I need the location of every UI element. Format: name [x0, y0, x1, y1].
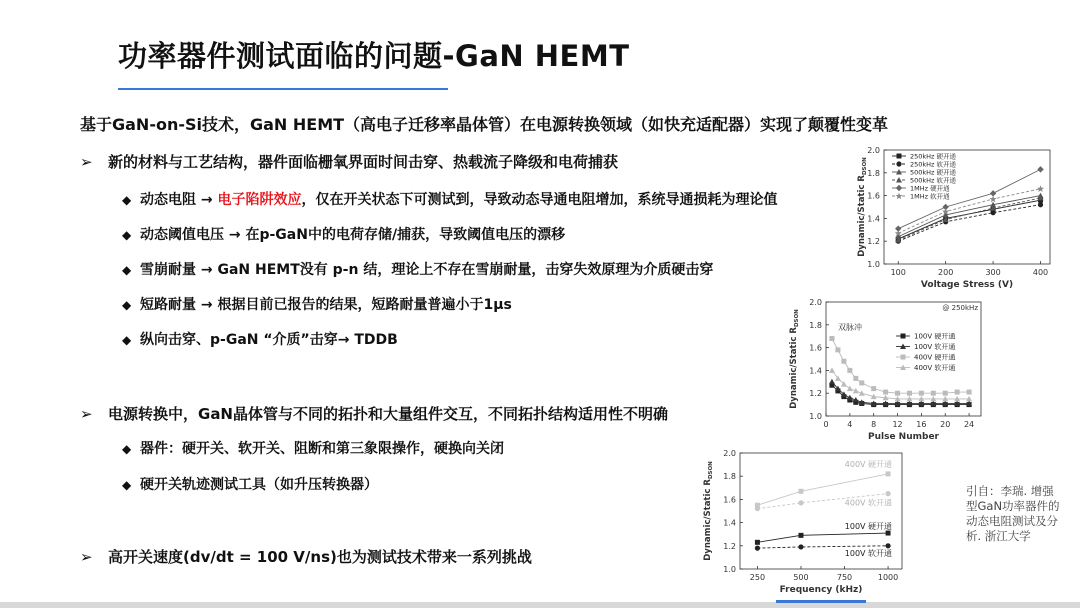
section2-item-tool [122, 474, 378, 494]
data-point [990, 196, 997, 203]
footer-accent [776, 600, 866, 603]
x-tick-label: 250 [749, 573, 766, 582]
data-point [847, 368, 852, 373]
item-text: 短路耐量 → 根据目前已报告的结果，短路耐量普遍小于1μs [140, 297, 512, 313]
item-prefix: 动态电阻 → [140, 192, 218, 208]
intro-text: 基于GaN-on-Si技术，GaN HEMT（高电子迁移率晶体管）在电源转换领域（如快充适配器）实现了颠覆性变革 [80, 115, 889, 134]
data-point [885, 543, 890, 548]
data-point [755, 506, 760, 511]
x-tick-label: 12 [892, 420, 903, 429]
y-axis-label-subscript: DSON [794, 309, 800, 328]
legend-marker [896, 161, 901, 166]
x-tick-label: 300 [985, 268, 1001, 277]
series-line [898, 196, 1040, 237]
legend-label: 100V 硬开通 [914, 332, 956, 341]
arrow-bullet-icon: ➢ [80, 153, 93, 171]
x-tick-label: 20 [940, 420, 951, 429]
y-tick-label: 1.0 [809, 412, 822, 421]
title-underline [118, 88, 448, 90]
x-axis-label: Frequency (kHz) [779, 585, 863, 595]
legend-label: 250kHz 硬开通 [910, 152, 957, 161]
citation: 引自：李瑞. 增强型GaN功率器件的动态电阻测试及分析. 浙江大学 [966, 484, 1060, 543]
x-tick-label: 8 [871, 420, 877, 429]
data-point [755, 546, 760, 551]
y-tick-label: 1.6 [809, 343, 822, 353]
x-tick-label: 4 [847, 420, 853, 429]
data-point [886, 531, 891, 536]
y-tick-label: 1.8 [723, 472, 736, 482]
section1-item-dynamic-threshold [122, 224, 565, 244]
legend-marker [901, 355, 906, 360]
data-point [943, 391, 948, 396]
chart-pulse-number [784, 294, 984, 450]
data-point [829, 379, 835, 385]
series-line [898, 200, 1040, 239]
y-tick-label: 1.8 [809, 320, 822, 330]
data-point [847, 395, 853, 401]
x-axis-label: Voltage Stress (V) [920, 280, 1014, 290]
data-point [871, 386, 876, 391]
data-point [798, 489, 803, 494]
legend-marker [897, 154, 902, 159]
data-point [967, 390, 972, 395]
chart-frequency [700, 445, 908, 600]
arrow-bullet-icon: ➢ [80, 548, 93, 566]
diamond-bullet-icon: ◆ [122, 263, 132, 277]
item-highlight: 电子陷阱效应 [217, 192, 302, 208]
section1-heading-text: 新的材料与工艺结构，器件面临栅氧界面时间击穿、热载流子降级和电荷捕获 [108, 153, 619, 171]
data-point [853, 376, 858, 381]
data-point [829, 367, 835, 373]
y-tick-label: 1.6 [867, 191, 880, 201]
item-text: 器件：硬开关、软开关、阻断和第三象限操作，硬换向关闭 [140, 441, 504, 457]
legend-marker [896, 177, 902, 183]
data-point [885, 491, 890, 496]
item-text: 硬开关轨迹测试工具（如升压转换器） [140, 477, 378, 493]
y-axis-label: Dynamic/Static $R_{DSON}$ [857, 157, 868, 257]
item-text: 纵向击穿、p-GaN “介质”击穿→ TDDB [140, 332, 398, 348]
y-tick-label: 1.2 [809, 389, 822, 399]
y-axis-label-subscript: DSON [708, 461, 714, 480]
data-point [1038, 202, 1043, 207]
data-point [798, 544, 803, 549]
data-point [990, 210, 995, 215]
data-point [859, 380, 864, 385]
chart-voltage-stress [850, 142, 1060, 292]
data-point [886, 471, 891, 476]
section1-item-tddb [122, 329, 398, 349]
series-label: 100V 硬开通 [844, 522, 893, 532]
legend-marker [896, 193, 903, 200]
x-tick-label: 24 [963, 420, 975, 429]
series-label: 400V 硬开通 [844, 459, 893, 469]
x-tick-label: 100 [890, 268, 906, 277]
section2-heading-text: 电源转换中，GaN晶体管与不同的拓扑和大量组件交互，不同拓扑结构适用性不明确 [108, 405, 668, 423]
data-point [847, 386, 853, 392]
legend-label: 1MHz 软开通 [910, 192, 950, 201]
legend-label: 500kHz 硬开通 [910, 168, 957, 177]
x-tick-label: 200 [938, 268, 954, 277]
diamond-bullet-icon: ◆ [122, 478, 132, 492]
data-point [990, 190, 996, 196]
diamond-bullet-icon: ◆ [122, 193, 132, 207]
section2-item-device [122, 438, 504, 458]
chart-annotation-double-pulse: 双脉冲 [838, 323, 862, 332]
data-point [755, 540, 760, 545]
y-tick-label: 1.0 [723, 565, 736, 574]
data-point [859, 390, 865, 396]
y-tick-label: 1.2 [723, 541, 736, 551]
section1-item-short-circuit [122, 294, 512, 314]
x-tick-label: 500 [793, 573, 809, 582]
x-tick-label: 16 [916, 420, 927, 429]
y-tick-label: 1.4 [867, 214, 880, 224]
diamond-bullet-icon: ◆ [122, 333, 132, 347]
y-axis-label: Dynamic/Static $R_{DSON}$ [703, 461, 714, 561]
legend-label: 250kHz 软开通 [910, 160, 957, 169]
data-point [841, 359, 846, 364]
y-tick-label: 2.0 [723, 449, 736, 458]
y-tick-label: 1.4 [723, 518, 736, 528]
series-line [757, 533, 888, 542]
data-point [1037, 166, 1043, 172]
x-tick-label: 0 [823, 420, 829, 429]
item-text: 动态阈值电压 → 在p-GaN中的电荷存储/捕获，导致阈值电压的漂移 [140, 227, 566, 243]
data-point [853, 397, 859, 403]
section3-heading-text: 高开关速度(dv/dt = 100 V/ns)也为测试技术带来一系列挑战 [108, 548, 532, 566]
diamond-bullet-icon: ◆ [122, 442, 132, 456]
data-point [931, 391, 936, 396]
slide-title: 功率器件测试面临的问题-GaN HEMT [118, 39, 630, 73]
legend-label: 400V 软开通 [914, 364, 956, 372]
y-tick-label: 1.0 [867, 260, 880, 269]
data-point [919, 391, 924, 396]
data-point [907, 391, 912, 396]
data-point [1037, 185, 1044, 192]
chart-annotation-frequency: @ 250kHz [942, 304, 978, 312]
section2-heading [80, 403, 668, 424]
x-tick-label: 750 [836, 573, 853, 582]
arrow-bullet-icon: ➢ [80, 405, 93, 423]
data-point [955, 390, 960, 395]
series-line [832, 385, 969, 404]
y-tick-label: 2.0 [867, 146, 880, 155]
y-tick-label: 1.8 [867, 168, 880, 178]
legend-marker [896, 185, 902, 191]
series-line [757, 546, 888, 548]
series-label: 400V 软开通 [844, 498, 893, 508]
section3-heading [80, 546, 532, 567]
data-point [883, 390, 888, 395]
data-point [829, 336, 834, 341]
y-tick-label: 1.6 [723, 495, 736, 505]
x-axis-label: Pulse Number [868, 432, 939, 442]
section1-item-avalanche [122, 259, 713, 279]
legend-label: 500kHz 软开通 [910, 176, 957, 185]
data-point [895, 391, 900, 396]
footer-bar [0, 602, 1080, 608]
y-tick-label: 1.2 [867, 237, 880, 247]
data-point [798, 500, 803, 505]
item-suffix: ，仅在开关状态下可测试到，导致动态导通电阻增加，系统导通损耗为理论值 [301, 192, 778, 208]
section1-item-dynamic-resistance [122, 189, 777, 209]
diamond-bullet-icon: ◆ [122, 228, 132, 242]
y-axis-label: Dynamic/Static $R_{DSON}$ [789, 309, 800, 409]
series-label: 100V 软开通 [844, 548, 893, 558]
section1-heading [80, 151, 618, 172]
x-tick-label: 1000 [877, 573, 899, 582]
legend-label: 400V 硬开通 [914, 353, 956, 362]
item-text: 雪崩耐量 → GaN HEMT没有 p-n 结，理论上不存在雪崩耐量，击穿失效原理为介质硬击穿 [140, 262, 714, 278]
diamond-bullet-icon: ◆ [122, 298, 132, 312]
y-tick-label: 2.0 [809, 298, 822, 307]
legend-label: 1MHz 硬开通 [910, 184, 950, 193]
x-tick-label: 400 [1032, 268, 1049, 277]
legend-marker [901, 334, 906, 339]
data-point [853, 388, 859, 394]
data-point [835, 347, 840, 352]
y-tick-label: 1.4 [809, 366, 822, 376]
data-point [798, 533, 803, 538]
legend-label: 100V 软开通 [914, 343, 956, 351]
y-axis-label-subscript: DSON [862, 157, 868, 176]
